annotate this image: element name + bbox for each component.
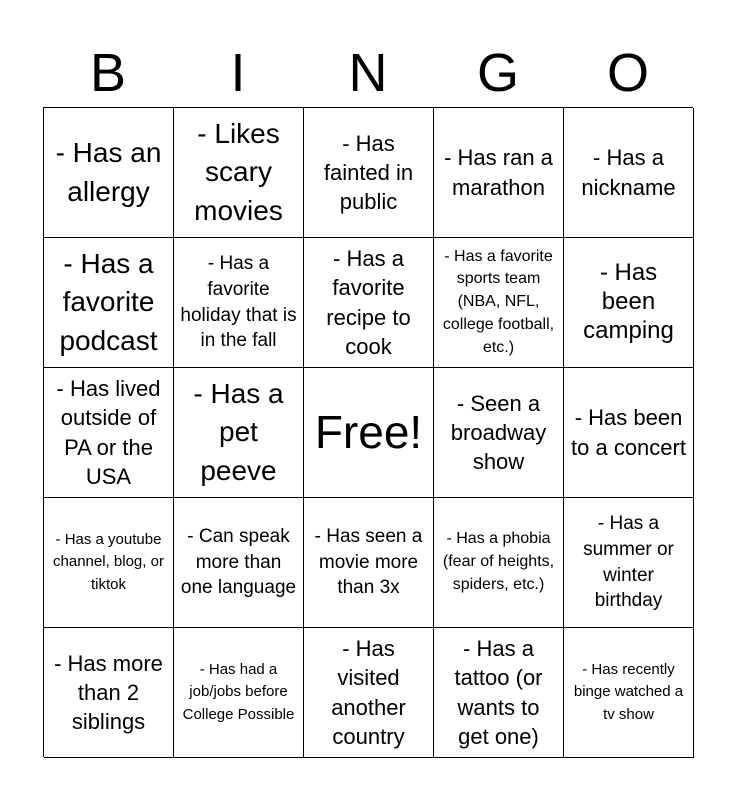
bingo-cell-text: - Has visited another country xyxy=(331,636,406,749)
bingo-cell[interactable] xyxy=(174,628,304,758)
free-space-text: Free! xyxy=(314,406,423,459)
bingo-cell[interactable] xyxy=(434,628,564,758)
bingo-cell[interactable] xyxy=(564,498,694,628)
bingo-cell[interactable] xyxy=(434,498,564,628)
bingo-cell[interactable] xyxy=(304,498,434,628)
bingo-cell[interactable] xyxy=(564,628,694,758)
bingo-cell-text: - Likes scary movies xyxy=(194,117,283,226)
bingo-cell-text: - Has a favorite holiday that is in the fall xyxy=(180,253,297,352)
header-letter-i: I xyxy=(230,43,246,103)
bingo-cell-text: - Has fainted in public xyxy=(323,130,414,215)
bingo-cell-text: - Has a favorite recipe to cook xyxy=(326,246,411,359)
bingo-cell-text: - Seen a broadway show xyxy=(450,390,547,475)
bingo-cell-text: - Has ran a marathon xyxy=(444,145,553,200)
bingo-cell-text: - Has a youtube channel, blog, or tiktok xyxy=(53,531,164,593)
bingo-cell[interactable] xyxy=(44,108,174,238)
bingo-cell-text: - Has had a job/jobs before College Possible xyxy=(182,661,295,723)
bingo-header xyxy=(43,40,693,106)
bingo-cell[interactable] xyxy=(434,238,564,368)
bingo-board xyxy=(43,107,693,757)
bingo-cell-text: - Has a favorite sports team (NBA, NFL, college football, etc.) xyxy=(442,247,555,356)
bingo-cell-text: - Has lived outside of PA or the USA xyxy=(56,376,161,489)
bingo-cell[interactable] xyxy=(174,368,304,498)
header-letter-o: O xyxy=(606,43,649,103)
bingo-cell[interactable] xyxy=(564,368,694,498)
bingo-cell[interactable] xyxy=(44,628,174,758)
bingo-cell-text: - Has an allergy xyxy=(55,136,162,207)
bingo-cell-text: - Has been to a concert xyxy=(571,405,686,460)
bingo-cell[interactable] xyxy=(304,108,434,238)
bingo-cell[interactable] xyxy=(564,108,694,238)
bingo-cell[interactable] xyxy=(564,238,694,368)
bingo-cell[interactable] xyxy=(44,368,174,498)
bingo-cell-text: - Has more than 2 siblings xyxy=(54,650,163,735)
bingo-cell[interactable] xyxy=(44,498,174,628)
bingo-cell-text: - Has a tattoo (or wants to get one) xyxy=(454,636,543,749)
bingo-cell-text: - Has a summer or winter birthday xyxy=(583,513,674,612)
header-letter-g: G xyxy=(476,43,519,103)
bingo-cell-text: - Has recently binge watched a tv show xyxy=(573,661,684,723)
bingo-cell[interactable] xyxy=(434,368,564,498)
bingo-cell-text: - Has been camping xyxy=(583,259,674,344)
header-letter-n: N xyxy=(348,43,388,103)
free-space[interactable] xyxy=(304,368,434,498)
header-letter-b: B xyxy=(89,43,127,103)
bingo-cell[interactable] xyxy=(304,628,434,758)
bingo-cell-text: - Has a favorite podcast xyxy=(59,247,158,356)
bingo-cell[interactable] xyxy=(434,108,564,238)
bingo-cell-text: - Has a nickname xyxy=(581,145,676,200)
bingo-cell-text: - Has a phobia (fear of heights, spiders, etc.) xyxy=(442,530,555,593)
bingo-cell[interactable] xyxy=(304,238,434,368)
bingo-cell[interactable] xyxy=(44,238,174,368)
bingo-cell-text: - Has a pet peeve xyxy=(193,377,284,486)
bingo-cell[interactable] xyxy=(174,108,304,238)
bingo-cell[interactable] xyxy=(174,238,304,368)
bingo-cell-text: - Can speak more than one language xyxy=(180,526,297,599)
bingo-cell[interactable] xyxy=(174,498,304,628)
bingo-cell-text: - Has seen a movie more than 3x xyxy=(314,526,423,599)
